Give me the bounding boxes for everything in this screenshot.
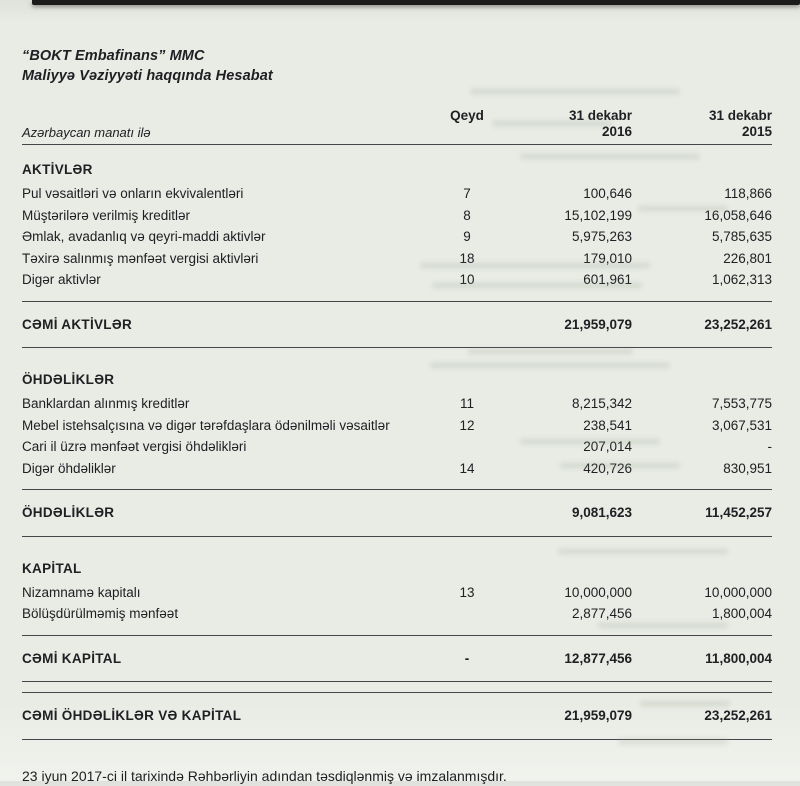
row-value-2015: 3,067,531 [711,417,772,433]
grand-total-row [22,692,772,740]
column-header-2015-line1: 31 dekabr [708,108,772,123]
table-row [22,582,772,604]
table-row [22,269,772,291]
column-header-2016-line1: 31 dekabr [568,108,632,123]
row-value-2015: 830,951 [723,460,772,476]
row-note: 7 [463,186,471,201]
row-note: 8 [463,207,471,223]
bleedthrough-mark [468,348,633,355]
report-title: Maliyyə Vəziyyəti haqqında Hesabat [22,68,273,84]
column-header-2016-line2: 2016 [601,124,632,139]
section-equity [22,561,772,683]
row-value-2015: 7,553,775 [711,396,772,411]
total-value-2015: 11,800,004 [705,650,772,666]
row-value-2016: 2,877,456 [571,606,632,621]
column-header-2016 [492,108,632,140]
table-row [22,458,772,480]
table-header [22,108,772,145]
table-row [22,393,772,415]
row-value-2015: 16,058,646 [704,207,772,223]
row-value-2015: - [767,439,772,454]
row-value-2016: 100,646 [583,186,632,201]
company-name: “BOKT Embafinans” MMC [22,48,205,64]
row-label: Pul vəsaitləri və onların ekvivalentləri [22,186,244,201]
table-row [22,183,772,205]
approval-note: 23 iyun 2017-ci il tarixində Rəhbərliyin adından təsdiqlənmiş və imzalanmışdır. [22,767,507,784]
row-value-2016: 10,000,000 [564,584,632,600]
bleedthrough-mark [430,362,670,369]
total-label: CƏMİ ÖHDƏLİKLƏR VƏ KAPİTAL [22,708,242,723]
row-label: Təxirə salınmış mənfəət vergisi aktivləri [22,250,259,266]
row-value-2016: 238,541 [583,417,632,433]
equity-total-row [22,635,772,683]
liabilities-total-row [22,489,772,537]
row-note: 14 [459,460,475,476]
column-header-note: Qeyd [450,108,484,123]
total-value-2016: 9,081,623 [571,505,632,520]
row-label: Digər öhdəliklər [22,460,116,476]
section-liabilities [22,372,772,537]
row-note: 11 [459,396,474,411]
row-value-2016: 5,975,263 [571,229,632,244]
row-note: 13 [459,584,475,600]
total-value-2015: 23,252,261 [704,316,772,332]
column-header-2015-line2: 2015 [741,124,772,139]
table-row [22,415,772,437]
row-label: Banklardan alınmış kreditlər [22,396,190,411]
row-value-2016: 179,010 [583,250,632,266]
row-value-2015: 5,785,635 [711,229,772,244]
bleedthrough-mark [558,548,728,555]
row-label: Digər aktivlər [22,272,101,287]
total-value-2016: 21,959,079 [564,316,632,332]
total-value-2015: 11,452,257 [705,505,772,520]
total-note: - [464,650,470,666]
equity-heading: KAPİTAL [22,560,82,576]
total-label: CƏMİ KAPİTAL [22,650,122,666]
assets-total-row [22,301,772,349]
row-value-2016: 15,102,199 [564,207,632,223]
table-row [22,205,772,227]
total-value-2015: 23,252,261 [704,708,772,723]
bleedthrough-mark [470,88,680,95]
row-value-2015: 118,866 [724,186,772,201]
currency-note: Azərbaycan manatı ilə [22,125,151,140]
row-value-2015: 1,062,313 [711,272,772,287]
row-note: 18 [459,250,475,266]
row-note: 12 [459,417,475,433]
table-row [22,603,772,625]
row-note: 10 [459,272,475,287]
document-header [22,0,772,86]
row-label: Nizamnamə kapitalı [22,584,141,600]
row-value-2016: 601,961 [583,272,632,287]
scan-edge-artifact [32,0,800,5]
column-header-2015 [632,108,772,140]
row-value-2016: 207,014 [583,439,632,454]
row-label: Cari il üzrə mənfəət vergisi öhdəlikləri [22,439,247,454]
table-row [22,436,772,458]
row-value-2015: 1,800,004 [711,606,772,621]
assets-heading: AKTİVLƏR [22,162,93,177]
row-value-2016: 8,215,342 [571,396,632,411]
total-label: ÖHDƏLİKLƏR [22,505,115,520]
total-label: CƏMİ AKTİVLƏR [22,316,132,332]
bleedthrough-mark [520,153,700,160]
table-row [22,226,772,248]
row-label: Əmlak, avadanlıq və qeyri-maddi aktivlər [22,229,266,244]
row-value-2015: 10,000,000 [704,584,772,600]
table-row [22,248,772,270]
row-label: Mebel istehsalçısına və digər tərəfdaşlara ödənilməli vəsaitlər [22,417,390,433]
row-value-2016: 420,726 [583,460,632,476]
row-value-2015: 226,801 [723,250,772,266]
total-value-2016: 12,877,456 [564,650,632,666]
liabilities-heading: ÖHDƏLİKLƏR [22,372,115,387]
row-label: Müştərilərə verilmiş kreditlər [22,207,191,223]
row-label: Bölüşdürülməmiş mənfəət [22,606,179,621]
row-note: 9 [463,229,471,244]
total-value-2016: 21,959,079 [564,708,632,723]
section-assets [22,162,772,348]
